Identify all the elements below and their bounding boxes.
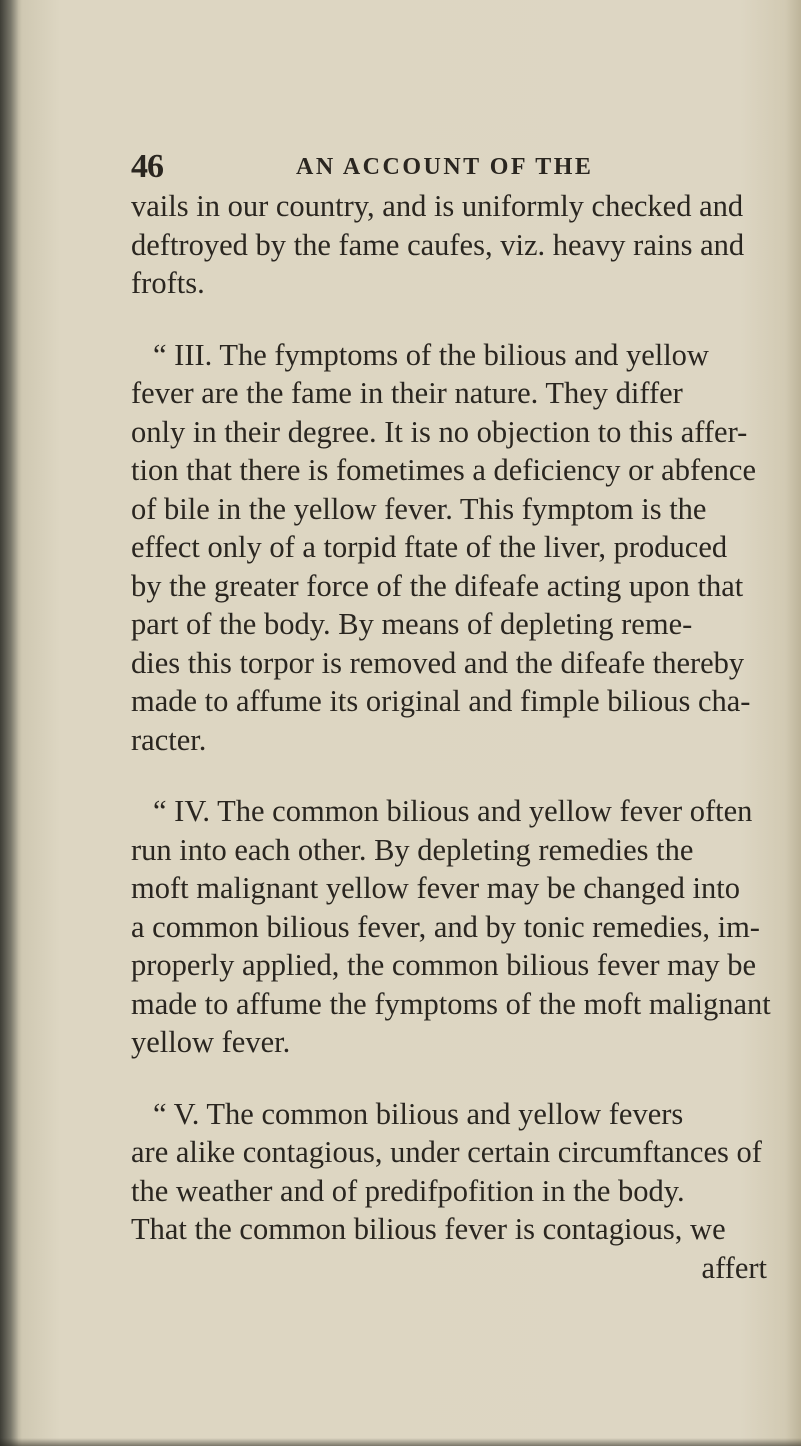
catchword: affert <box>701 1250 767 1285</box>
running-head: AN ACCOUNT OF THE <box>296 154 594 180</box>
text-line: made to affume its original and fimple bilious cha- <box>131 684 751 718</box>
text-line: part of the body. By means of depleting reme- <box>131 607 693 641</box>
text-line: deftroyed by the fame caufes, viz. heavy rains and <box>131 227 745 262</box>
page-number: 46 <box>131 148 163 185</box>
text-line: “ V. The common bilious and yellow fevers <box>153 1096 684 1131</box>
text-line: effect only of a torpid ftate of the liver, produced <box>131 530 728 564</box>
page-gutter <box>0 0 18 1446</box>
text-line: dies this torpor is removed and the difeafe thereby <box>131 645 745 680</box>
text-line: only in their degree. It is no objection to this affer- <box>131 414 748 449</box>
text-line: tion that there is fometimes a deficiency or abfence <box>131 453 756 487</box>
text-line: moft malignant yellow fever may be changed into <box>131 871 740 905</box>
text-line: yellow fever. <box>131 1025 291 1059</box>
text-line: of bile in the yellow fever. This fymptom is the <box>131 491 707 526</box>
text-line: fever are the fame in their nature. They differ <box>131 376 683 410</box>
body-text <box>131 187 771 1287</box>
text-line: are alike contagious, under certain circumftances of <box>131 1135 762 1169</box>
text-line: a common bilious fever, and by tonic remedies, im- <box>131 909 760 944</box>
text-line: by the greater force of the difeafe acting upon that <box>131 568 744 603</box>
text-line: “ III. The fymptoms of the bilious and yellow <box>153 337 709 372</box>
text-line: run into each other. By depleting remedies the <box>131 832 694 867</box>
text-line: the weather and of predifpofition in the body. <box>131 1173 685 1208</box>
text-line: vails in our country, and is uniformly checked and <box>131 189 744 223</box>
paragraph <box>131 792 771 1062</box>
paragraph <box>131 187 767 303</box>
paragraph <box>131 1095 767 1249</box>
paragraph <box>131 336 767 760</box>
page-header <box>131 148 631 188</box>
text-line: properly applied, the common bilious fever may be <box>131 948 757 982</box>
text-line: made to affume the fymptoms of the moft malignant <box>131 986 771 1021</box>
text-line: frofts. <box>131 266 205 300</box>
page-edge-shadow <box>0 1438 801 1446</box>
text-line: That the common bilious fever is contagious, we <box>131 1212 726 1246</box>
text-line: “ IV. The common bilious and yellow fever often <box>153 794 753 828</box>
text-line: racter. <box>131 722 207 757</box>
